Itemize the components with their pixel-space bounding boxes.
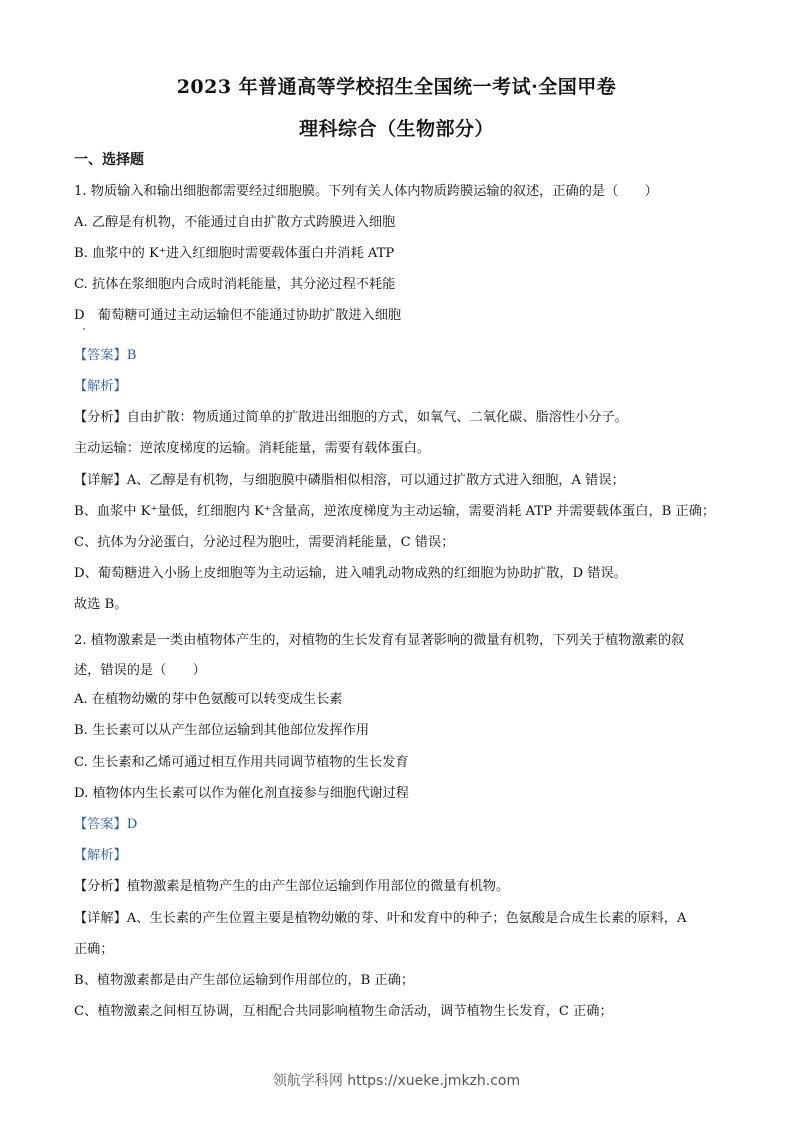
q2-detail-b: B、植物激素都是由产生部位运输到作用部位的，B 正确；	[74, 973, 415, 988]
q1-answer: 【答案】B	[74, 348, 137, 363]
q2-answer: 【答案】D	[74, 817, 138, 832]
q1-option-a: A. 乙醇是有机物，不能通过自由扩散方式跨膜进入细胞	[74, 215, 396, 230]
q2-option-d: D. 植物体内生长素可以作为催化剂直接参与细胞代谢过程	[74, 786, 409, 801]
q1-option-c: C. 抗体在浆细胞内合成时消耗能量，其分泌过程不耗能	[74, 277, 396, 292]
q1-option-d: D 葡萄糖可通过主动运输但不能通过协助扩散进入细胞	[74, 308, 402, 323]
q1-analysis-label: 【解析】	[74, 379, 127, 394]
q2-option-b: B. 生长素可以从产生部位运输到其他部位发挥作用	[74, 723, 370, 738]
q2-stem-2: 述，错误的是（ ）	[74, 663, 206, 678]
document-subtitle: 理科综合（生物部分）	[298, 118, 494, 140]
q2-fenxi: 【分析】植物激素是植物产生的由产生部位运输到作用部位的微量有机物。	[74, 879, 510, 894]
q1-detail-b: B、血浆中 K⁺量低，红细胞内 K⁺含量高，逆浓度梯度为主动运输，需要消耗 ATP 并需要载体蛋白，B 正确；	[74, 504, 716, 519]
q1-detail-d: D、葡萄糖进入小肠上皮细胞等为主动运输，进入哺乳动物成熟的红细胞为协助扩散，D 错误。	[74, 566, 627, 581]
q2-stem: 2. 植物激素是一类由植物体产生的，对植物的生长发育有显著影响的微量有机物，下列关于植物激素的叙	[74, 633, 685, 648]
scan-artifact-dot	[83, 328, 85, 330]
q2-detail-a-cont: 正确；	[74, 942, 114, 957]
q1-fenxi-2: 主动运输：逆浓度梯度的运输。消耗能量，需要有载体蛋白。	[74, 441, 431, 456]
q2-detail-c: C、植物激素之间相互协调，互相配合共同影响植物生命活动，调节植物生长发育，C 正确；	[74, 1004, 613, 1019]
document-title: 2023 年普通高等学校招生全国统一考试·全国甲卷	[176, 76, 617, 98]
q1-detail-c: C、抗体为分泌蛋白，分泌过程为胞吐，需要消耗能量，C 错误；	[74, 535, 455, 550]
q2-analysis-label: 【解析】	[74, 848, 127, 863]
q2-detail-a: 【详解】A、生长素的产生位置主要是植物幼嫩的芽、叶和发育中的种子；色氨酸是合成生长素的原料，A	[74, 911, 687, 926]
q2-option-c: C. 生长素和乙烯可通过相互作用共同调节植物的生长发育	[74, 755, 409, 770]
q1-fenxi: 【分析】自由扩散：物质通过简单的扩散进出细胞的方式，如氧气、二氧化碳、脂溶性小分子。	[74, 410, 628, 425]
section-heading: 一、选择题	[74, 152, 144, 168]
q1-conclusion: 故选 B。	[74, 597, 128, 612]
q1-stem: 1. 物质输入和输出细胞都需要经过细胞膜。下列有关人体内物质跨膜运输的叙述，正确的是（ ）	[74, 184, 658, 199]
page-footer-watermark: 领航学科网 https://xueke.jmkzh.com	[272, 1073, 521, 1089]
q2-option-a: A. 在植物幼嫩的芽中色氨酸可以转变成生长素	[74, 692, 343, 707]
q1-detail-a: 【详解】A、乙醇是有机物，与细胞膜中磷脂相似相溶，可以通过扩散方式进入细胞，A 错误；	[74, 473, 625, 488]
q1-option-b: B. 血浆中的 K⁺进入红细胞时需要载体蛋白并消耗 ATP	[74, 246, 395, 261]
